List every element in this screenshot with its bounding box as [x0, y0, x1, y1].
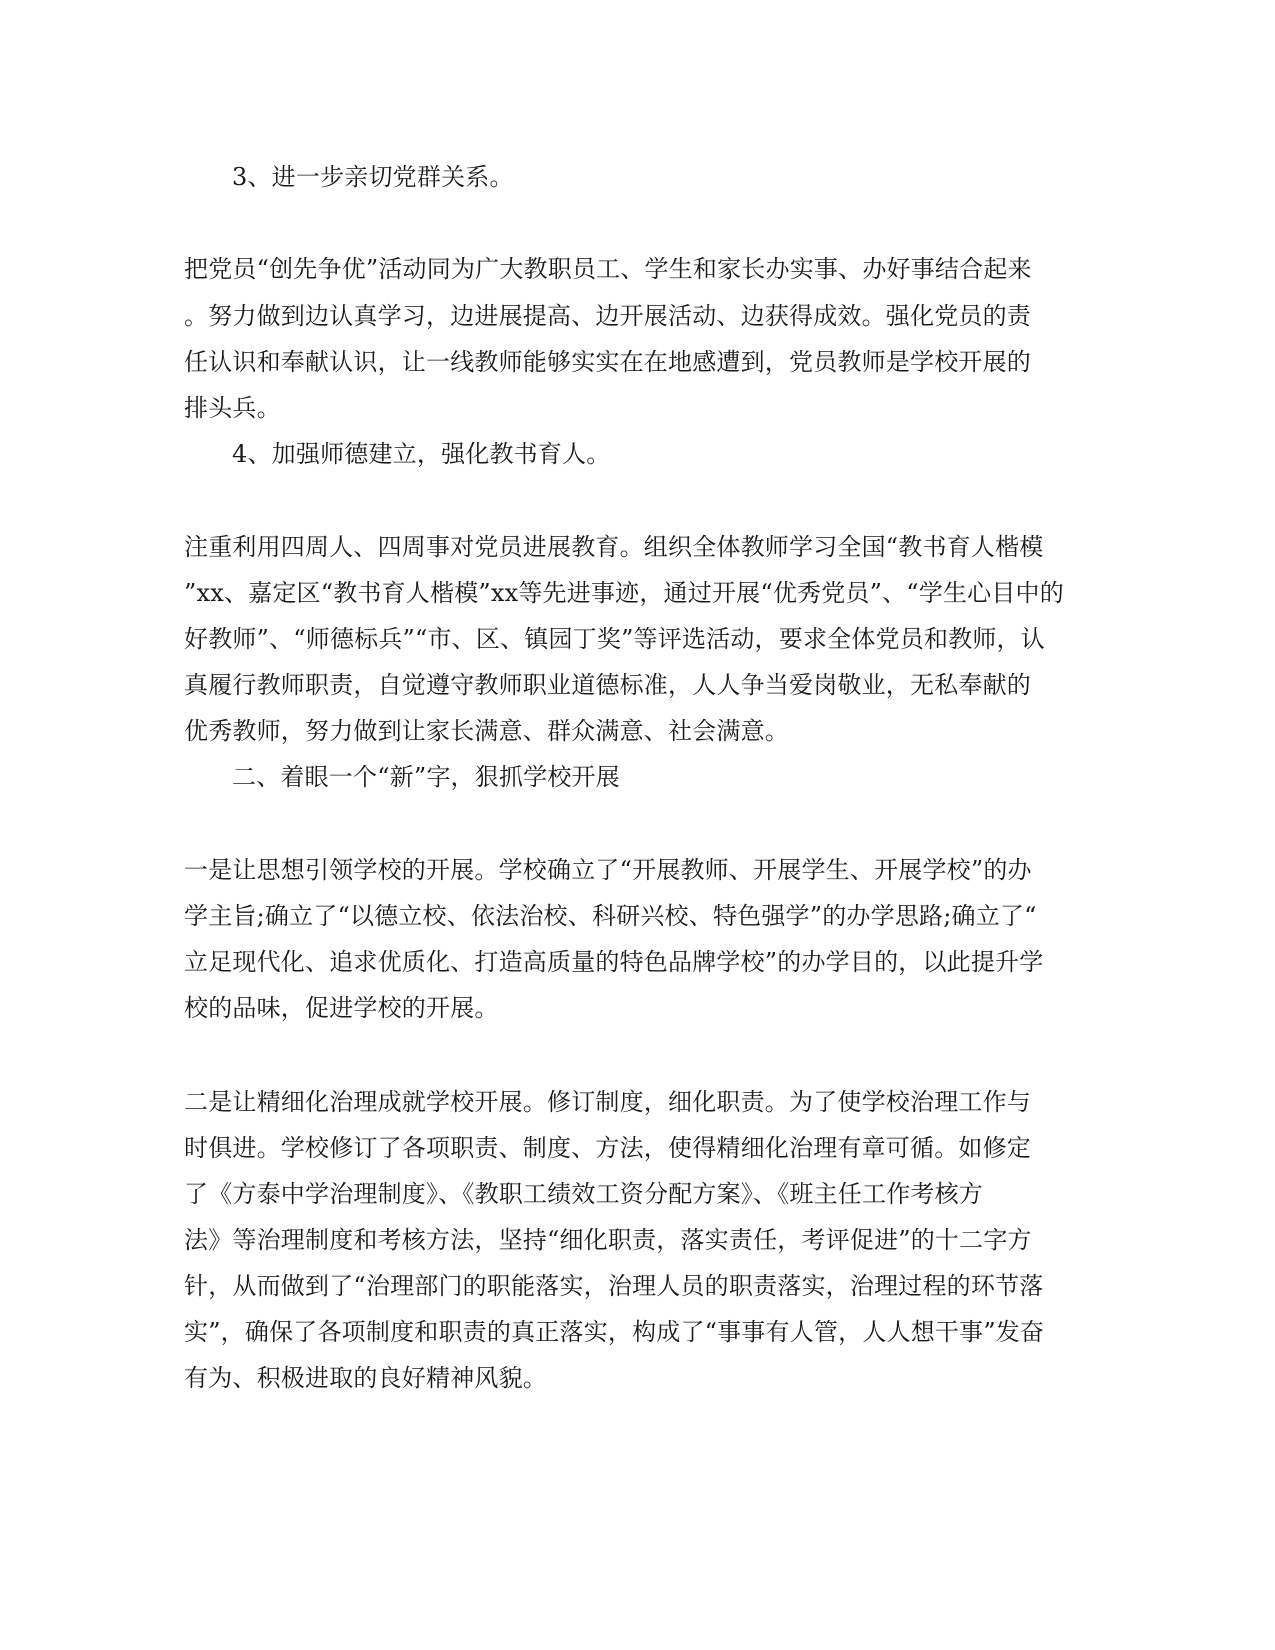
paragraph-line: 实”，确保了各项制度和职责的真正落实，构成了“事事有人管，人人想干事”发奋 — [184, 1318, 1045, 1346]
paragraph-line: 校的品味，促进学校的开展。 — [184, 994, 499, 1022]
paragraph-line: 学主旨;确立了“以德立校、依法治校、科研兴校、特色强学”的办学思路;确立了“ — [184, 902, 1037, 930]
paragraph-line: 优秀教师，努力做到让家长满意、群众满意、社会满意。 — [184, 717, 789, 745]
paragraph-line: 注重利用四周人、四周事对党员进展教育。组织全体教师学习全国“教书育人楷模 — [184, 533, 1044, 561]
paragraph-line: 真履行教师职责，自觉遵守教师职业道德标准，人人争当爱岗敬业，无私奉献的 — [184, 671, 1031, 699]
paragraph-line: 法》等治理制度和考核方法，坚持“细化职责，落实责任，考评促进”的十二字方 — [184, 1226, 1032, 1254]
paragraph-line: 。努力做到边认真学习，边进展提高、边开展活动、边获得成效。强化党员的责 — [184, 302, 1031, 330]
heading-item-4: 4、加强师德建立，强化教书育人。 — [232, 440, 611, 468]
paragraph-line: 了《方泰中学治理制度》、《教职工绩效工资分配方案》、《班主任工作考核方 — [184, 1180, 983, 1208]
paragraph-line: 针，从而做到了“治理部门的职能落实，治理人员的职责落实，治理过程的环节落 — [184, 1272, 1044, 1300]
section-heading-2: 二、着眼一个“新”字，狠抓学校开展 — [232, 763, 620, 791]
paragraph-line: 立足现代化、追求优质化、打造高质量的特色品牌学校”的办学目的，以此提升学 — [184, 948, 1044, 976]
paragraph-line: ”xx、嘉定区“教书育人楷模”xx等先进事迹，通过开展“优秀党员”、“学生心目中的 — [184, 579, 1064, 607]
paragraph-line: 任认识和奉献认识，让一线教师能够实实在在地感遭到，党员教师是学校开展的 — [184, 348, 1031, 376]
paragraph-line: 好教师”、“师德标兵”“市、区、镇园丁奖”等评选活动，要求全体党员和教师，认 — [184, 625, 1045, 653]
heading-item-3: 3、进一步亲切党群关系。 — [232, 163, 514, 191]
paragraph-line: 一是让思想引领学校的开展。学校确立了“开展教师、开展学生、开展学校”的办 — [184, 856, 1032, 884]
paragraph-line: 有为、积极进取的良好精神风貌。 — [184, 1364, 547, 1392]
paragraph-line: 排头兵。 — [184, 394, 281, 422]
paragraph-line: 时俱进。学校修订了各项职责、制度、方法，使得精细化治理有章可循。如修定 — [184, 1134, 1031, 1162]
paragraph-line: 把党员“创先争优”活动同为广大教职员工、学生和家长办实事、办好事结合起来 — [184, 255, 1032, 283]
paragraph-line: 二是让精细化治理成就学校开展。修订制度，细化职责。为了使学校治理工作与 — [184, 1088, 1031, 1116]
